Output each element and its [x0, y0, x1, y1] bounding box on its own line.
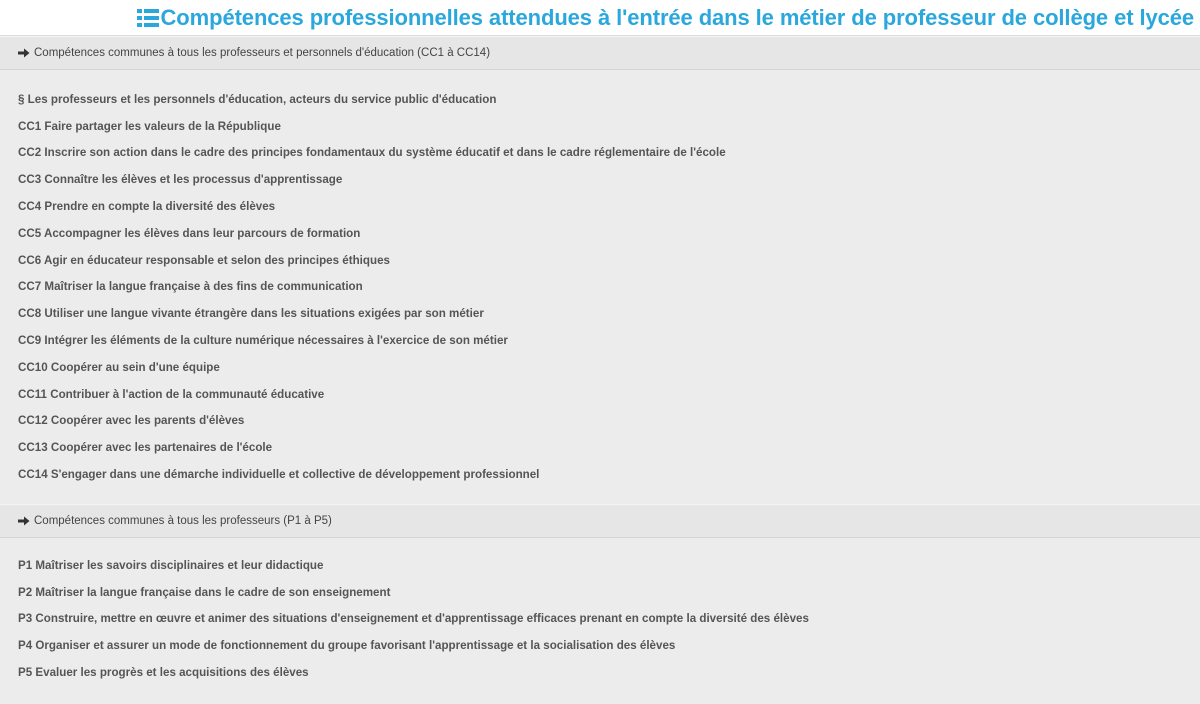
list-item: CC8 Utiliser une langue vivante étrangère dans les situations exigées par son métier — [18, 307, 484, 321]
page-title — [137, 5, 1194, 31]
arrow-right-icon — [18, 516, 30, 526]
list-item: CC4 Prendre en compte la diversité des élèves — [18, 200, 276, 214]
list-item: CC12 Coopérer avec les parents d'élèves — [18, 414, 245, 428]
section-list-teachers — [0, 538, 1200, 696]
list-item: CC5 Accompagner les élèves dans leur parcours de formation — [18, 226, 361, 240]
section-header-teachers[interactable] — [0, 504, 1200, 538]
list-item: CC7 Maîtriser la langue française à des fins de communication — [18, 280, 363, 294]
title-bar — [0, 0, 1200, 36]
list-item: P4 Organiser et assurer un mode de fonctionnement du groupe favorisant l'apprentissage et la socialisation des élèves — [18, 639, 676, 653]
list-item: CC3 Connaître les élèves et les processus d'apprentissage — [18, 173, 343, 187]
list-item: CC1 Faire partager les valeurs de la République — [18, 119, 281, 133]
list-item: § Les professeurs et les personnels d'éducation, acteurs du service public d'éducation — [18, 92, 497, 106]
section-header-label: Compétences communes à tous les professeurs (P1 à P5) — [34, 515, 332, 527]
page-title-text: Compétences professionnelles attendues à l'entrée dans le métier de professeur de collège et lycée — [160, 4, 1194, 30]
list-item: CC10 Coopérer au sein d'une équipe — [18, 360, 220, 374]
list-icon — [137, 8, 159, 28]
section-header-label: Compétences communes à tous les professeurs et personnels d'éducation (CC1 à CC14) — [34, 47, 491, 59]
list-item: CC9 Intégrer les éléments de la culture numérique nécessaires à l'exercice de son métier — [18, 334, 508, 348]
list-item: CC6 Agir en éducateur responsable et selon des principes éthiques — [18, 253, 390, 267]
list-item: CC14 S'engager dans une démarche individuelle et collective de développement professionnel — [18, 468, 540, 482]
list-item: P2 Maîtriser la langue française dans le cadre de son enseignement — [18, 585, 391, 599]
arrow-right-icon — [18, 48, 30, 58]
list-item: P3 Construire, mettre en œuvre et animer des situations d'enseignement et d'apprentissage efficaces prenant en compte la diversité des élèves — [18, 612, 809, 626]
section-list-common — [0, 70, 1200, 504]
section-header-common[interactable] — [0, 36, 1200, 70]
list-item: CC13 Coopérer avec les partenaires de l'école — [18, 441, 273, 455]
list-item: CC11 Contribuer à l'action de la communauté éducative — [18, 387, 325, 401]
list-item: P1 Maîtriser les savoirs disciplinaires et leur didactique — [18, 558, 324, 572]
list-item: CC2 Inscrire son action dans le cadre des principes fondamentaux du système éducatif et dans le cadre réglementaire de l'école — [18, 146, 726, 160]
list-item: P5 Evaluer les progrès et les acquisitions des élèves — [18, 666, 309, 680]
